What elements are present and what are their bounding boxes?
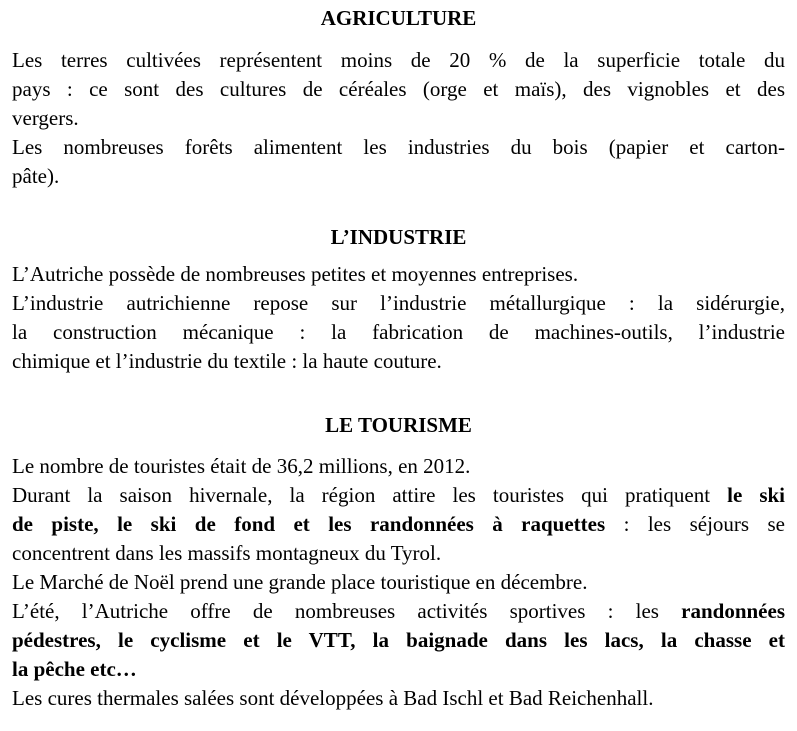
bold-text-segment: le ski: [727, 483, 785, 507]
text-line: L’Autriche possède de nombreuses petites et moyennes entreprises.: [12, 262, 579, 286]
text-segment: L’été, l’Autriche offre de nombreuses activités sportives : les: [12, 599, 682, 623]
text-line: vergers.: [12, 106, 79, 130]
bold-text-segment: randonnées: [681, 599, 785, 623]
text-segment: Les cures thermales salées sont développées à Bad Ischl et Bad Reichenhall.: [12, 686, 654, 710]
text-line: [12, 481, 785, 510]
bold-text-segment: de piste, le ski de fond et les randonnées à raquettes: [12, 512, 606, 536]
text-line: [12, 568, 785, 597]
text-segment: Le nombre de touristes était de 36,2 millions, en 2012.: [12, 454, 471, 478]
text-line: Les nombreuses forêts alimentent les industries du bois (papier et carton-: [12, 135, 785, 159]
section-agriculture-text: [12, 46, 785, 191]
bold-text-segment: pédestres, le cyclisme et le VTT, la baignade dans les lacs, la chasse et: [12, 628, 785, 652]
text-line: [12, 655, 785, 684]
text-line: [12, 684, 785, 713]
text-segment: concentrent dans les massifs montagneux du Tyrol.: [12, 541, 442, 565]
heading-tourisme: LE TOURISME: [325, 413, 472, 437]
text-segment: Le Marché de Noël prend une grande place touristique en décembre.: [12, 570, 588, 594]
text-segment: Durant la saison hivernale, la région attire les touristes qui pratiquent: [12, 483, 728, 507]
text-line: [12, 626, 785, 655]
text-line: L’industrie autrichienne repose sur l’industrie métallurgique : la sidérurgie,: [12, 291, 785, 315]
heading-agriculture: AGRICULTURE: [320, 6, 477, 30]
text-line: [12, 510, 785, 539]
text-line: Les terres cultivées représentent moins de 20 % de la superficie totale du: [12, 48, 785, 72]
text-line: pays : ce sont des cultures de céréales (orge et maïs), des vignobles et des: [12, 77, 785, 101]
text-line: pâte).: [12, 164, 60, 188]
text-line: [12, 452, 785, 481]
section-tourisme-text: [12, 452, 785, 713]
bold-text-segment: la pêche etc…: [12, 657, 137, 681]
text-line: [12, 597, 785, 626]
text-segment: : les séjours se: [605, 512, 785, 536]
heading-industrie: L’INDUSTRIE: [330, 225, 467, 249]
text-line: chimique et l’industrie du textile : la haute couture.: [12, 349, 442, 373]
text-line: la construction mécanique : la fabrication de machines-outils, l’industrie: [12, 320, 785, 344]
text-line: [12, 539, 785, 568]
section-industrie-text: [12, 260, 785, 376]
